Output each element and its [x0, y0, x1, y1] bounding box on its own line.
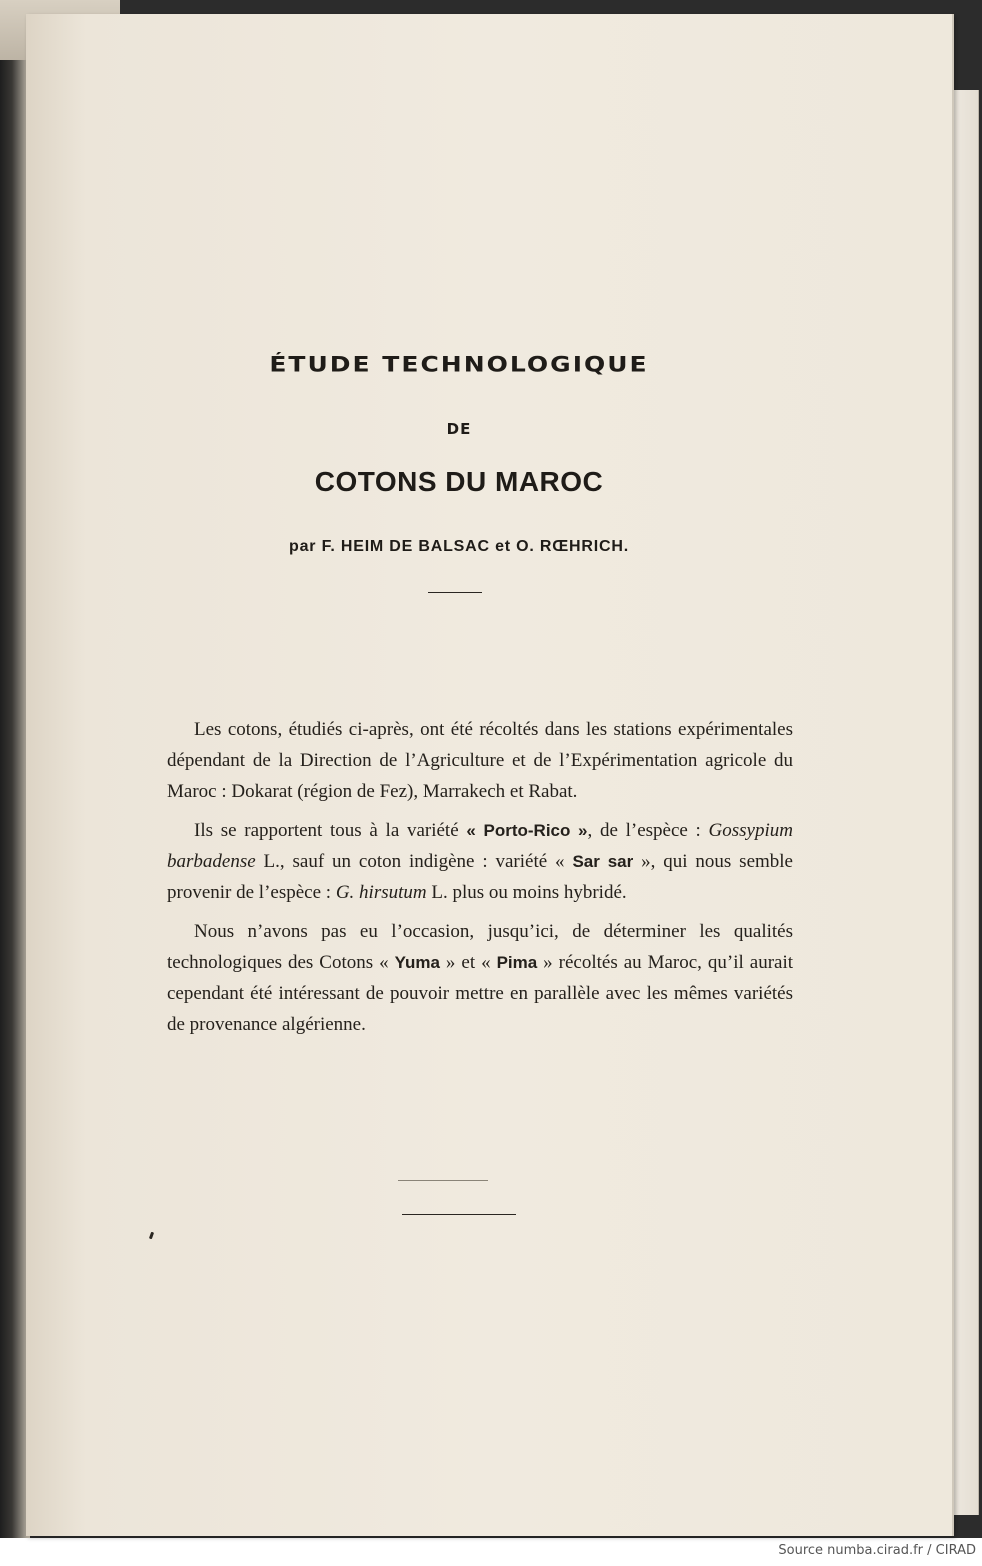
end-rule-faint — [398, 1180, 488, 1181]
p2-text-1: Ils se rapportent tous à la variété — [194, 820, 467, 841]
species-gossypium: Gossypium barbadense — [167, 820, 793, 872]
variety-sar-sar: Sar sar — [572, 852, 634, 871]
ink-spot — [149, 1232, 154, 1240]
document-page — [26, 14, 954, 1536]
source-credit: Source numba.cirad.fr / CIRAD — [778, 1543, 976, 1558]
variety-porto-rico: « Porto-Rico » — [466, 821, 588, 840]
p3-text-2: » et « — [439, 952, 497, 973]
p3-text-3: » récoltés au Maroc, qu’il aurait cependant été intéressant de pouvoir mettre en parallèle avec les mêmes variétés de provenance algérienne. — [167, 952, 794, 1035]
p3-text-1: Nous n’avons pas eu l’occasion, jusqu’ici, de déterminer les qualités technologiques des Cotons « — [167, 921, 793, 973]
end-rule — [402, 1214, 516, 1215]
paragraph-3 — [167, 916, 793, 1040]
paragraph-2 — [167, 815, 793, 908]
variety-yuma: Yuma — [394, 953, 440, 972]
document-title: ÉTUDE TECHNOLOGIQUE — [269, 352, 649, 377]
document-subtitle: COTONS DU MAROC — [314, 466, 604, 497]
title-connector: DE — [446, 420, 472, 438]
authors-line: par F. HEIM DE BALSAC et O. RŒHRICH. — [289, 538, 629, 555]
title-divider — [428, 592, 482, 593]
p2-text-2: , de l’espèce : — [587, 820, 709, 841]
species-hirsutum: G. hirsutum — [335, 882, 427, 903]
body-text — [167, 714, 793, 1048]
p2-text-4: », qui nous semble provenir de l’espèce : — [167, 851, 793, 903]
p2-text-3: L., sauf un coton indigène : variété « — [255, 851, 573, 872]
variety-pima: Pima — [496, 953, 538, 972]
paragraph-1: Les cotons, étudiés ci-après, ont été récoltés dans les stations expérimentales dépendant de la Direction de l’Agriculture et de l’Expérimentation agricole du Maroc : Dokarat (région de Fez), Marrakech et Rabat. — [167, 719, 793, 802]
p2-text-5: L. plus ou moins hybridé. — [426, 882, 627, 903]
